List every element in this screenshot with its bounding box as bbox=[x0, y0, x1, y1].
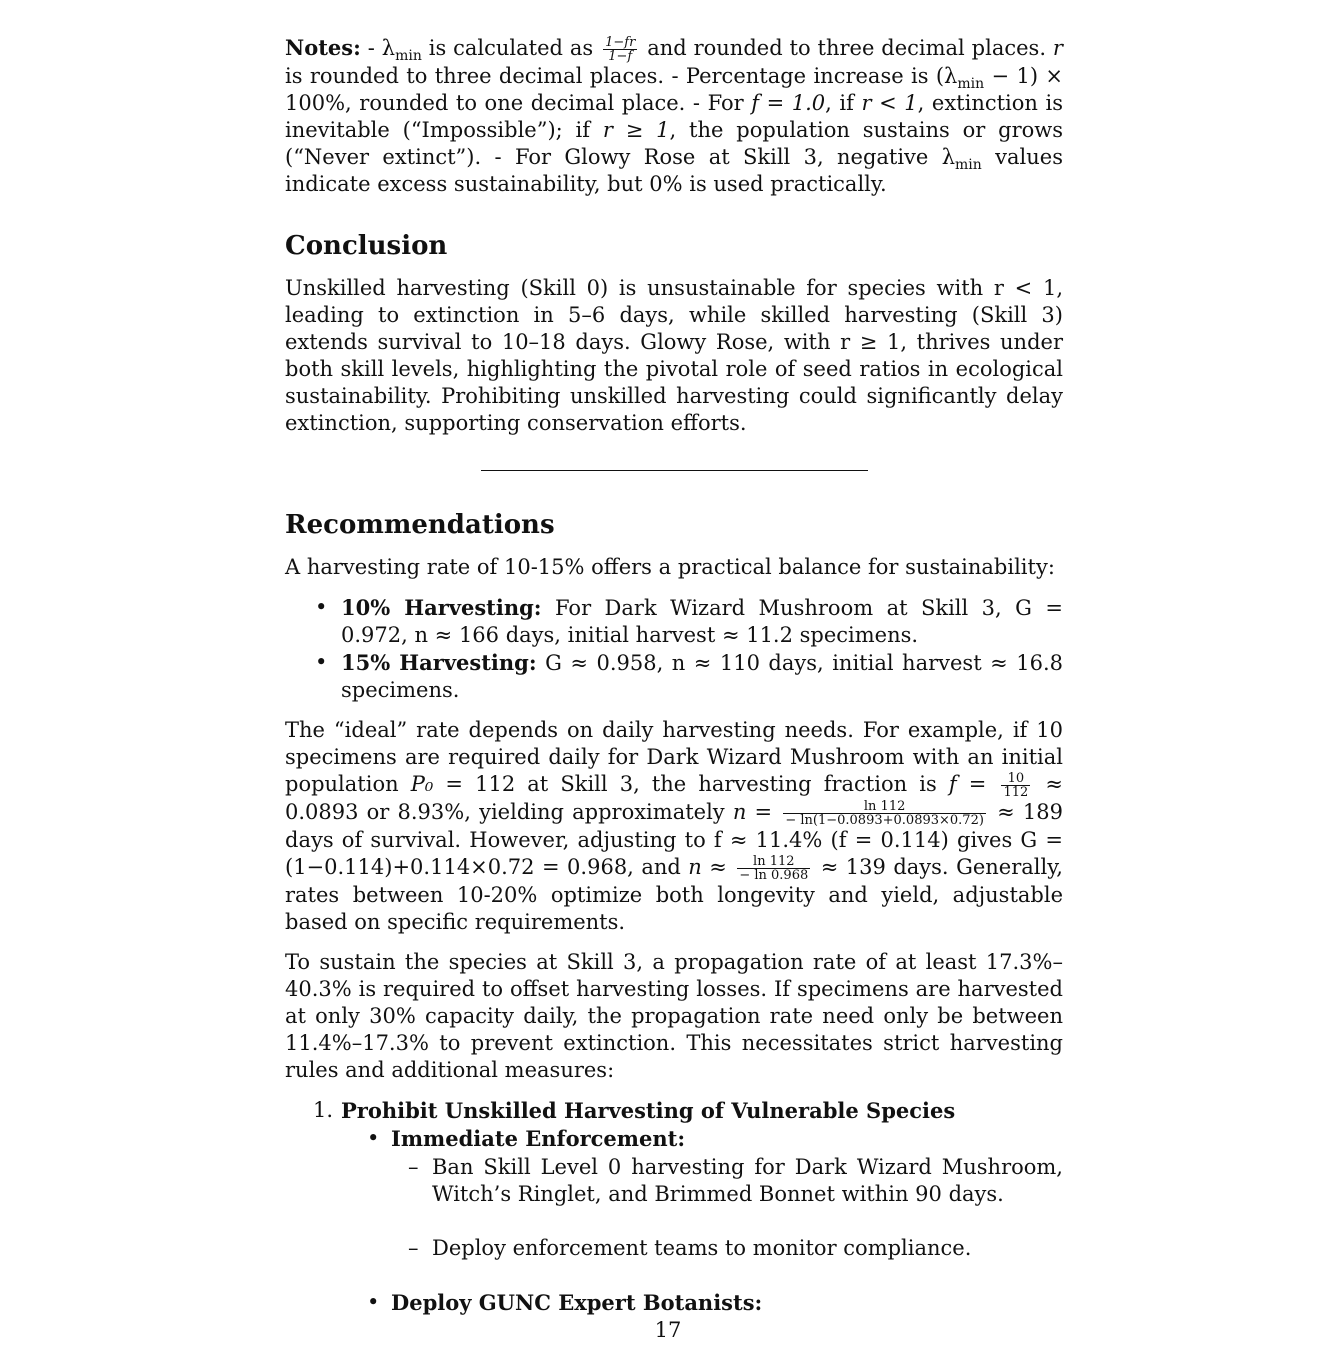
recommendations-intro: A harvesting rate of 10-15% offers a practical balance for sustainability: bbox=[285, 555, 1055, 579]
measures-list bbox=[285, 1097, 1063, 1317]
list-item: • Immediate Enforcement: – Ban Skill Level 0 harvesting for Dark Wizard Mushroom, Witch’s Ringlet, and Brimmed Bonnet within 90 days. – Deploy enforcement teams to monitor compliance. bbox=[391, 1125, 1063, 1262]
page-content bbox=[285, 34, 1063, 1317]
ideal-rate-paragraph: The “ideal” rate depends on daily harvesting needs. For example, if 10 specimens are required daily for Dark Wizard Mushroom with an initial population P₀ = 112 at Skill 3, the harvesting fraction is f = $\frac{10}{112}$ ≈ 0.0893 or 8.93%, yielding approximately n = $\frac{\ln 112}{- \ln(1-0.0893+0.0893\times 0.72)}$ ≈ 189 days of survival. However, adjusting to f ≈ 11.4% (f = 0.114) gives G = (1−0.114)+0.114×0.72 = 0.968, and n ≈ $\frac{\ln 112}{- \ln 0.968}$ ≈ 139 days. Generally, rates between 10-20% optimize both longevity and yield, adjustable based on specific requirements. bbox=[285, 718, 1063, 934]
sustain-paragraph: To sustain the species at Skill 3, a propagation rate of at least 17.3%–40.3% is required to offset harvesting losses. If specimens are harvested at only 30% capacity daily, the propagation rate need only be between 11.4%–17.3% to prevent extinction. This necessitates strict harvesting rules and additional measures: bbox=[285, 950, 1063, 1082]
list-item: • 15% Harvesting: G ≈ 0.958, n ≈ 110 days, initial harvest ≈ 16.8 specimens. bbox=[341, 649, 1063, 704]
n-fraction: $\frac{\ln 112}{- \ln(1-0.0893+0.0893\times 0.72)}$ bbox=[785, 799, 984, 828]
page-number: 17 bbox=[654, 1318, 682, 1342]
notes-paragraph: Notes: - $\lambda_{min}$ is calculated as $\frac{1-fr}{1-f}$ and rounded to three decimal places. r is rounded to three decimal places. - Percentage increase is $(\lambda_{min} - 1) \times 100\%$, rounded to one decimal place. - For f = 1.0, if r < 1, extinction is inevitable (“Impossible”); if r ≥ 1, the population sustains or grows (“Never extinct”). - For Glowy Rose at Skill 3, negative $\lambda_{min}$ values indicate excess sustainability, but 0% is used practically. bbox=[285, 35, 1063, 196]
sub-list bbox=[341, 1125, 1063, 1317]
list-item: • 10% Harvesting: For Dark Wizard Mushroom at Skill 3, G = 0.972, n ≈ 166 days, initial harvest ≈ 11.2 specimens. bbox=[341, 594, 1063, 649]
n2-fraction: $\frac{\ln 112}{- \ln 0.968}$ bbox=[739, 854, 809, 883]
section-divider bbox=[481, 470, 868, 471]
dash-list bbox=[391, 1154, 1063, 1262]
notes-label: Notes: bbox=[285, 35, 361, 60]
lambda-min-fraction: $\frac{1-fr}{1-f}$ bbox=[605, 35, 636, 64]
conclusion-paragraph: Unskilled harvesting (Skill 0) is unsustainable for species with r < 1, leading to extinction in 5–6 days, while skilled harvesting (Skill 3) extends survival to 10–18 days. Glowy Rose, with r ≥ 1, thrives under both skill levels, highlighting the pivotal role of seed ratios in ecological sustainability. Prohibiting unskilled harvesting could significantly delay extinction, supporting conservation efforts. bbox=[285, 276, 1063, 435]
list-item: – Deploy enforcement teams to monitor compliance. bbox=[432, 1235, 1063, 1262]
list-item: 1. Prohibit Unskilled Harvesting of Vulnerable Species • Immediate Enforcement: – Ban Skill Level 0 harvesting for Dark Wizard Mushroom, Witch’s Ringlet, and Brimmed Bonnet within 90 days. – Deploy enforcement teams to monitor compliance. • Deploy GUNC Expert Botanists: bbox=[341, 1097, 1063, 1317]
conclusion-heading: Conclusion bbox=[285, 231, 448, 261]
f-fraction: $\frac{10}{112}$ bbox=[1003, 771, 1029, 800]
harvesting-rate-list bbox=[285, 594, 1063, 704]
recommendations-heading: Recommendations bbox=[285, 510, 555, 540]
list-item: • Deploy GUNC Expert Botanists: bbox=[391, 1289, 1063, 1317]
list-item: – Ban Skill Level 0 harvesting for Dark Wizard Mushroom, Witch’s Ringlet, and Brimmed Bonnet within 90 days. bbox=[432, 1154, 1063, 1208]
